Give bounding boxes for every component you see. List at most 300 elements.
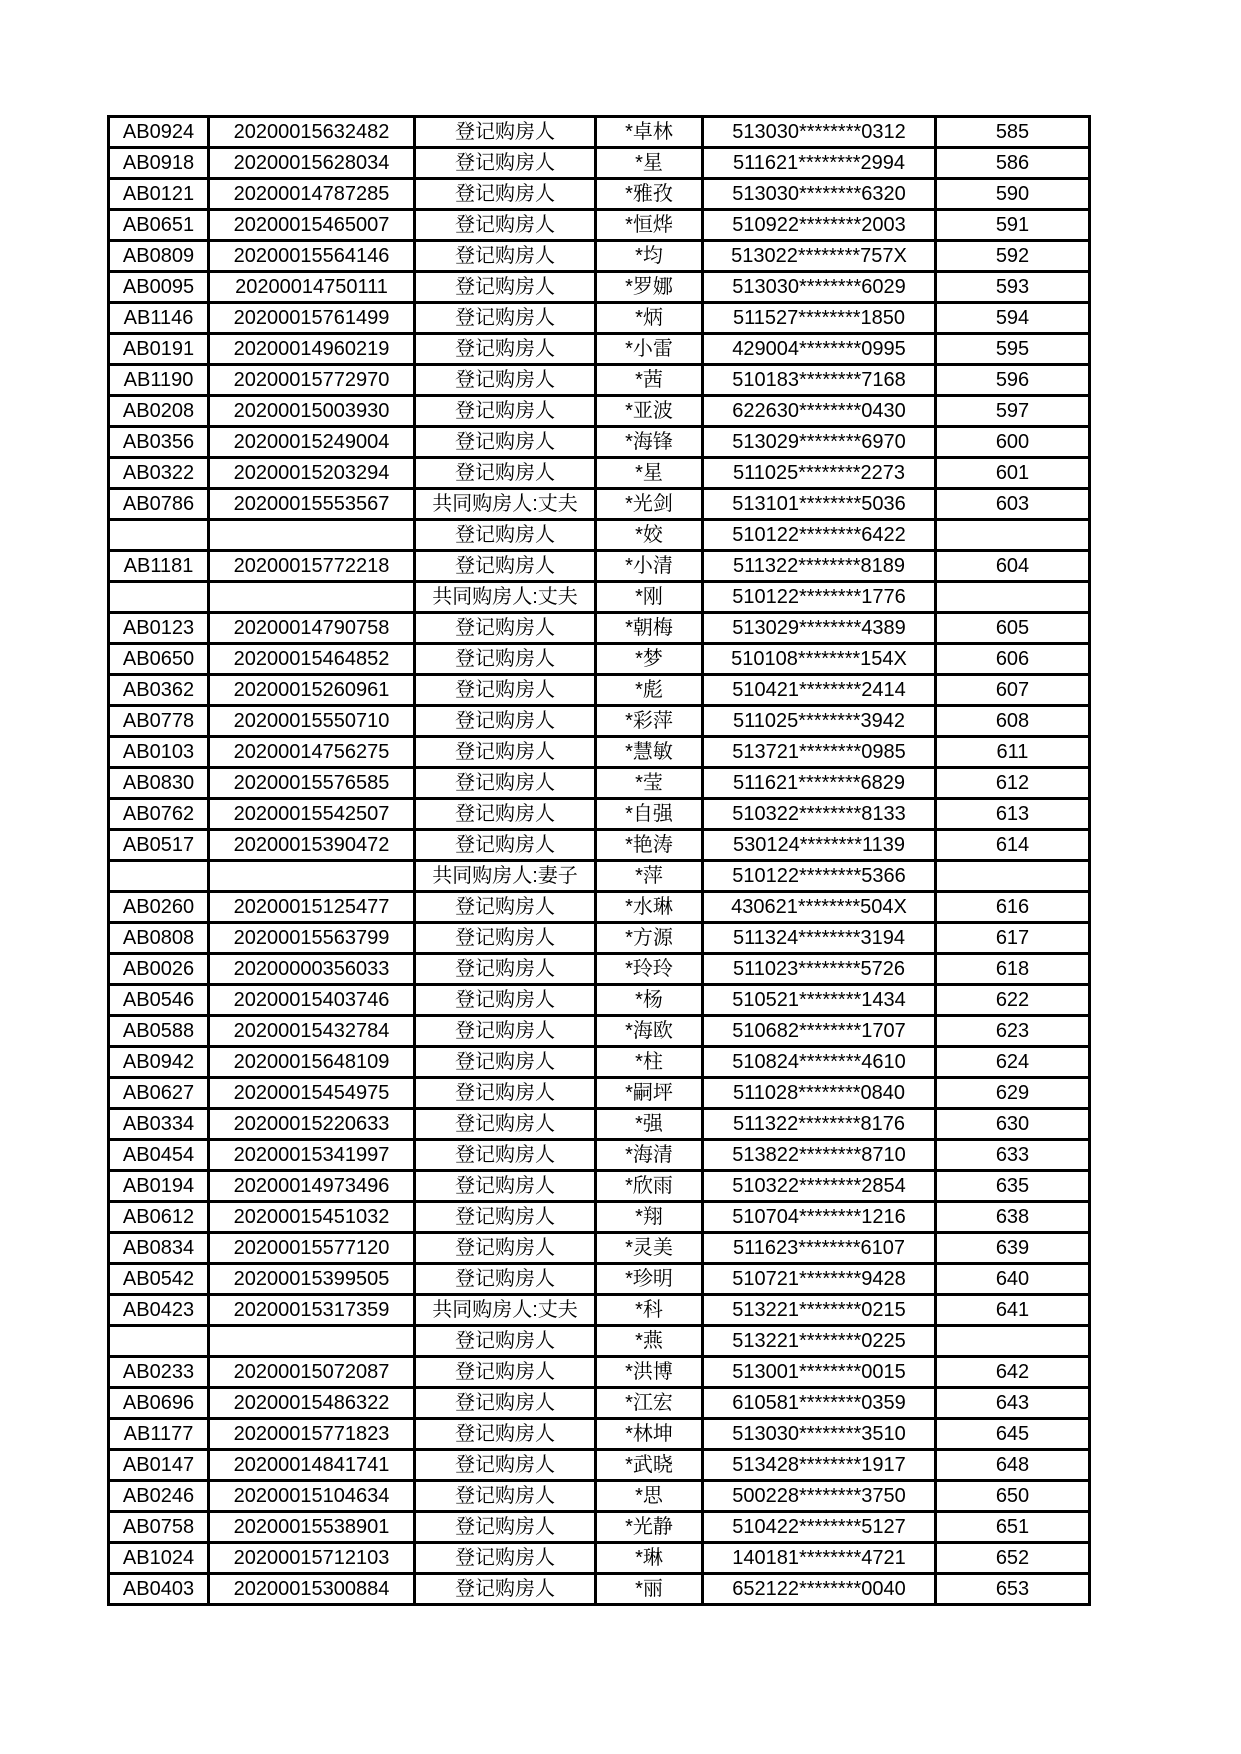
cell-buyer-role: 登记购房人: [415, 396, 596, 427]
cell-code: [109, 582, 209, 613]
table-row: [109, 1481, 1090, 1512]
cell-buyer-role: 共同购房人:妻子: [415, 861, 596, 892]
cell-masked-name: *海欧: [596, 1016, 703, 1047]
cell-code: AB0362: [109, 675, 209, 706]
cell-masked-name: *恒烨: [596, 210, 703, 241]
cell-masked-id-number: 430621********504X: [703, 892, 936, 923]
table-row: [109, 706, 1090, 737]
cell-buyer-role: 登记购房人: [415, 675, 596, 706]
cell-application-no: 20200015300884: [209, 1574, 415, 1605]
table-row: [109, 1047, 1090, 1078]
cell-masked-name: *梦: [596, 644, 703, 675]
cell-code: AB0650: [109, 644, 209, 675]
cell-seq-no: [936, 582, 1090, 613]
cell-code: AB1190: [109, 365, 209, 396]
cell-masked-name: *洪博: [596, 1357, 703, 1388]
cell-buyer-role: 登记购房人: [415, 1016, 596, 1047]
cell-application-no: 20200015542507: [209, 799, 415, 830]
cell-masked-id-number: 513221********0225: [703, 1326, 936, 1357]
buyers-table: [107, 115, 1091, 1606]
cell-code: AB0334: [109, 1109, 209, 1140]
cell-buyer-role: 登记购房人: [415, 1140, 596, 1171]
cell-seq-no: 653: [936, 1574, 1090, 1605]
cell-seq-no: 651: [936, 1512, 1090, 1543]
cell-masked-name: *嗣坪: [596, 1078, 703, 1109]
cell-masked-name: *彪: [596, 675, 703, 706]
table-row: [109, 737, 1090, 768]
cell-masked-name: *思: [596, 1481, 703, 1512]
cell-buyer-role: 登记购房人: [415, 954, 596, 985]
table-row: [109, 1388, 1090, 1419]
cell-application-no: 20200015648109: [209, 1047, 415, 1078]
cell-masked-name: *海锋: [596, 427, 703, 458]
cell-code: AB0260: [109, 892, 209, 923]
cell-seq-no: 652: [936, 1543, 1090, 1574]
cell-seq-no: 591: [936, 210, 1090, 241]
cell-masked-id-number: 429004********0995: [703, 334, 936, 365]
table-row: [109, 830, 1090, 861]
cell-seq-no: 638: [936, 1202, 1090, 1233]
cell-masked-name: *慧敏: [596, 737, 703, 768]
cell-application-no: 20200015249004: [209, 427, 415, 458]
cell-buyer-role: 登记购房人: [415, 1450, 596, 1481]
cell-code: AB0147: [109, 1450, 209, 1481]
cell-code: AB0322: [109, 458, 209, 489]
cell-masked-id-number: 513030********6320: [703, 179, 936, 210]
cell-application-no: 20200015220633: [209, 1109, 415, 1140]
cell-code: AB0191: [109, 334, 209, 365]
table-row: [109, 954, 1090, 985]
cell-seq-no: 586: [936, 148, 1090, 179]
table-row: [109, 1016, 1090, 1047]
table-row: [109, 861, 1090, 892]
cell-application-no: [209, 582, 415, 613]
cell-masked-name: *丽: [596, 1574, 703, 1605]
cell-seq-no: 617: [936, 923, 1090, 954]
table-row: [109, 1543, 1090, 1574]
cell-code: AB0830: [109, 768, 209, 799]
cell-seq-no: 595: [936, 334, 1090, 365]
cell-application-no: 20200014960219: [209, 334, 415, 365]
cell-buyer-role: 登记购房人: [415, 1264, 596, 1295]
cell-masked-id-number: 510421********2414: [703, 675, 936, 706]
cell-application-no: 20200015564146: [209, 241, 415, 272]
cell-seq-no: 601: [936, 458, 1090, 489]
cell-masked-id-number: 500228********3750: [703, 1481, 936, 1512]
cell-code: AB0542: [109, 1264, 209, 1295]
cell-seq-no: 604: [936, 551, 1090, 582]
cell-masked-id-number: 510922********2003: [703, 210, 936, 241]
cell-seq-no: 648: [936, 1450, 1090, 1481]
cell-code: AB0194: [109, 1171, 209, 1202]
cell-buyer-role: 登记购房人: [415, 1202, 596, 1233]
table-row: [109, 396, 1090, 427]
cell-code: AB0246: [109, 1481, 209, 1512]
cell-buyer-role: 登记购房人: [415, 365, 596, 396]
cell-masked-name: *杨: [596, 985, 703, 1016]
cell-buyer-role: 登记购房人: [415, 551, 596, 582]
cell-buyer-role: 登记购房人: [415, 613, 596, 644]
cell-application-no: 20200015772970: [209, 365, 415, 396]
cell-code: AB0809: [109, 241, 209, 272]
cell-masked-name: *彩萍: [596, 706, 703, 737]
cell-code: AB1181: [109, 551, 209, 582]
cell-seq-no: 640: [936, 1264, 1090, 1295]
cell-masked-name: *自强: [596, 799, 703, 830]
cell-masked-id-number: 510122********6422: [703, 520, 936, 551]
cell-application-no: 20200015260961: [209, 675, 415, 706]
cell-application-no: 20200015390472: [209, 830, 415, 861]
cell-seq-no: 624: [936, 1047, 1090, 1078]
cell-buyer-role: 登记购房人: [415, 923, 596, 954]
cell-seq-no: 633: [936, 1140, 1090, 1171]
cell-buyer-role: 登记购房人: [415, 1388, 596, 1419]
cell-masked-name: *灵美: [596, 1233, 703, 1264]
cell-seq-no: 593: [936, 272, 1090, 303]
cell-masked-id-number: 510322********2854: [703, 1171, 936, 1202]
cell-application-no: [209, 520, 415, 551]
cell-buyer-role: 登记购房人: [415, 1357, 596, 1388]
cell-code: AB0627: [109, 1078, 209, 1109]
cell-masked-id-number: 511028********0840: [703, 1078, 936, 1109]
cell-buyer-role: 登记购房人: [415, 985, 596, 1016]
cell-masked-name: *茜: [596, 365, 703, 396]
cell-application-no: 20200015465007: [209, 210, 415, 241]
cell-code: AB0808: [109, 923, 209, 954]
cell-code: AB1024: [109, 1543, 209, 1574]
table-row: [109, 675, 1090, 706]
cell-seq-no: 592: [936, 241, 1090, 272]
cell-buyer-role: 登记购房人: [415, 706, 596, 737]
table-row: [109, 1419, 1090, 1450]
cell-application-no: 20200015632482: [209, 117, 415, 148]
cell-application-no: 20200015403746: [209, 985, 415, 1016]
cell-application-no: 20200015550710: [209, 706, 415, 737]
cell-masked-name: *姣: [596, 520, 703, 551]
cell-code: AB0924: [109, 117, 209, 148]
cell-application-no: 20200014841741: [209, 1450, 415, 1481]
cell-application-no: 20200015486322: [209, 1388, 415, 1419]
cell-application-no: 20200015576585: [209, 768, 415, 799]
table-row: [109, 1202, 1090, 1233]
cell-masked-name: *炳: [596, 303, 703, 334]
cell-application-no: 20200015203294: [209, 458, 415, 489]
cell-seq-no: 612: [936, 768, 1090, 799]
cell-seq-no: 639: [936, 1233, 1090, 1264]
cell-masked-id-number: 622630********0430: [703, 396, 936, 427]
cell-application-no: 20200015317359: [209, 1295, 415, 1326]
cell-application-no: 20200015451032: [209, 1202, 415, 1233]
cell-seq-no: 629: [936, 1078, 1090, 1109]
cell-masked-name: *水琳: [596, 892, 703, 923]
cell-masked-name: *海清: [596, 1140, 703, 1171]
cell-code: AB0403: [109, 1574, 209, 1605]
cell-masked-name: *珍明: [596, 1264, 703, 1295]
cell-code: AB0123: [109, 613, 209, 644]
cell-masked-name: *燕: [596, 1326, 703, 1357]
table-row: [109, 768, 1090, 799]
cell-application-no: 20200015003930: [209, 396, 415, 427]
cell-seq-no: 645: [936, 1419, 1090, 1450]
cell-seq-no: 614: [936, 830, 1090, 861]
cell-masked-id-number: 513221********0215: [703, 1295, 936, 1326]
cell-application-no: 20200015454975: [209, 1078, 415, 1109]
cell-masked-name: *玲玲: [596, 954, 703, 985]
cell-masked-id-number: 513029********4389: [703, 613, 936, 644]
cell-masked-name: *艳涛: [596, 830, 703, 861]
cell-buyer-role: 登记购房人: [415, 1326, 596, 1357]
cell-application-no: 20200014973496: [209, 1171, 415, 1202]
cell-masked-id-number: 510521********1434: [703, 985, 936, 1016]
cell-code: AB0208: [109, 396, 209, 427]
cell-masked-id-number: 510721********9428: [703, 1264, 936, 1295]
cell-application-no: 20200000356033: [209, 954, 415, 985]
cell-buyer-role: 共同购房人:丈夫: [415, 1295, 596, 1326]
table-row: [109, 1512, 1090, 1543]
cell-application-no: 20200015341997: [209, 1140, 415, 1171]
cell-masked-name: *欣雨: [596, 1171, 703, 1202]
cell-seq-no: 616: [936, 892, 1090, 923]
cell-seq-no: 603: [936, 489, 1090, 520]
table-row: [109, 1326, 1090, 1357]
cell-code: AB0651: [109, 210, 209, 241]
cell-code: [109, 861, 209, 892]
cell-buyer-role: 登记购房人: [415, 1512, 596, 1543]
cell-code: AB0758: [109, 1512, 209, 1543]
cell-buyer-role: 登记购房人: [415, 303, 596, 334]
cell-seq-no: [936, 1326, 1090, 1357]
cell-buyer-role: 登记购房人: [415, 1574, 596, 1605]
cell-application-no: 20200015464852: [209, 644, 415, 675]
cell-application-no: 20200015538901: [209, 1512, 415, 1543]
cell-masked-name: *光静: [596, 1512, 703, 1543]
cell-buyer-role: 登记购房人: [415, 1419, 596, 1450]
cell-application-no: 20200014756275: [209, 737, 415, 768]
cell-masked-id-number: 513822********8710: [703, 1140, 936, 1171]
table-row: [109, 1295, 1090, 1326]
cell-buyer-role: 登记购房人: [415, 179, 596, 210]
cell-buyer-role: 登记购房人: [415, 1078, 596, 1109]
cell-seq-no: 606: [936, 644, 1090, 675]
cell-masked-name: *翔: [596, 1202, 703, 1233]
table-row: [109, 334, 1090, 365]
cell-seq-no: 613: [936, 799, 1090, 830]
cell-buyer-role: 登记购房人: [415, 427, 596, 458]
cell-masked-id-number: 513721********0985: [703, 737, 936, 768]
table-row: [109, 1264, 1090, 1295]
table-row: [109, 892, 1090, 923]
cell-application-no: 20200015553567: [209, 489, 415, 520]
cell-masked-id-number: 510704********1216: [703, 1202, 936, 1233]
cell-buyer-role: 登记购房人: [415, 148, 596, 179]
cell-application-no: [209, 861, 415, 892]
cell-buyer-role: 登记购房人: [415, 241, 596, 272]
table-row: [109, 148, 1090, 179]
cell-code: AB0778: [109, 706, 209, 737]
cell-seq-no: 597: [936, 396, 1090, 427]
cell-masked-name: *莹: [596, 768, 703, 799]
cell-masked-name: *朝梅: [596, 613, 703, 644]
table-row: [109, 1357, 1090, 1388]
cell-application-no: 20200015125477: [209, 892, 415, 923]
table-row: [109, 613, 1090, 644]
cell-buyer-role: 登记购房人: [415, 1109, 596, 1140]
cell-masked-name: *小清: [596, 551, 703, 582]
cell-masked-name: *亚波: [596, 396, 703, 427]
cell-masked-id-number: 510108********154X: [703, 644, 936, 675]
cell-buyer-role: 登记购房人: [415, 458, 596, 489]
cell-masked-id-number: 513029********6970: [703, 427, 936, 458]
cell-masked-id-number: 652122********0040: [703, 1574, 936, 1605]
table-row: [109, 1450, 1090, 1481]
table-row: [109, 489, 1090, 520]
table-row: [109, 985, 1090, 1016]
cell-masked-name: *强: [596, 1109, 703, 1140]
cell-buyer-role: 登记购房人: [415, 210, 596, 241]
cell-masked-name: *柱: [596, 1047, 703, 1078]
table-row: [109, 1171, 1090, 1202]
cell-masked-id-number: 511621********6829: [703, 768, 936, 799]
cell-masked-id-number: 511324********3194: [703, 923, 936, 954]
table-row: [109, 303, 1090, 334]
cell-masked-id-number: 610581********0359: [703, 1388, 936, 1419]
cell-application-no: 20200015432784: [209, 1016, 415, 1047]
cell-code: AB0696: [109, 1388, 209, 1419]
table-row: [109, 272, 1090, 303]
table-row: [109, 365, 1090, 396]
cell-masked-id-number: 511527********1850: [703, 303, 936, 334]
cell-buyer-role: 登记购房人: [415, 830, 596, 861]
cell-seq-no: 600: [936, 427, 1090, 458]
cell-application-no: 20200014787285: [209, 179, 415, 210]
cell-seq-no: 608: [936, 706, 1090, 737]
cell-masked-name: *琳: [596, 1543, 703, 1574]
cell-code: AB0121: [109, 179, 209, 210]
cell-masked-id-number: 510682********1707: [703, 1016, 936, 1047]
table-row: [109, 427, 1090, 458]
cell-application-no: 20200015072087: [209, 1357, 415, 1388]
cell-code: AB0546: [109, 985, 209, 1016]
cell-application-no: 20200014790758: [209, 613, 415, 644]
cell-masked-id-number: 511025********3942: [703, 706, 936, 737]
cell-masked-name: *星: [596, 458, 703, 489]
cell-seq-no: 605: [936, 613, 1090, 644]
table-row: [109, 1574, 1090, 1605]
table-row: [109, 1109, 1090, 1140]
cell-application-no: 20200015563799: [209, 923, 415, 954]
table-body: [109, 117, 1090, 1605]
cell-seq-no: 630: [936, 1109, 1090, 1140]
cell-masked-name: *江宏: [596, 1388, 703, 1419]
cell-application-no: 20200014750111: [209, 272, 415, 303]
cell-buyer-role: 登记购房人: [415, 799, 596, 830]
cell-seq-no: 622: [936, 985, 1090, 1016]
cell-masked-id-number: 140181********4721: [703, 1543, 936, 1574]
cell-code: AB1146: [109, 303, 209, 334]
table-row: [109, 1078, 1090, 1109]
cell-code: AB0423: [109, 1295, 209, 1326]
cell-masked-id-number: 511025********2273: [703, 458, 936, 489]
cell-seq-no: 607: [936, 675, 1090, 706]
table-row: [109, 117, 1090, 148]
cell-code: AB0612: [109, 1202, 209, 1233]
cell-masked-name: *星: [596, 148, 703, 179]
cell-buyer-role: 登记购房人: [415, 1543, 596, 1574]
cell-code: AB0095: [109, 272, 209, 303]
cell-masked-id-number: 511322********8189: [703, 551, 936, 582]
cell-masked-id-number: 513022********757X: [703, 241, 936, 272]
cell-masked-name: *科: [596, 1295, 703, 1326]
table-row: [109, 644, 1090, 675]
cell-code: AB0233: [109, 1357, 209, 1388]
cell-buyer-role: 登记购房人: [415, 117, 596, 148]
cell-application-no: 20200015399505: [209, 1264, 415, 1295]
cell-masked-name: *小雷: [596, 334, 703, 365]
cell-seq-no: 635: [936, 1171, 1090, 1202]
cell-masked-name: *雅孜: [596, 179, 703, 210]
cell-masked-id-number: 513428********1917: [703, 1450, 936, 1481]
cell-masked-id-number: 511621********2994: [703, 148, 936, 179]
cell-application-no: 20200015712103: [209, 1543, 415, 1574]
cell-masked-name: *罗娜: [596, 272, 703, 303]
cell-buyer-role: 登记购房人: [415, 334, 596, 365]
cell-buyer-role: 登记购房人: [415, 1047, 596, 1078]
table-row: [109, 799, 1090, 830]
cell-application-no: 20200015577120: [209, 1233, 415, 1264]
cell-masked-id-number: 513101********5036: [703, 489, 936, 520]
cell-masked-id-number: 510422********5127: [703, 1512, 936, 1543]
cell-code: AB0517: [109, 830, 209, 861]
cell-masked-name: *萍: [596, 861, 703, 892]
cell-buyer-role: 登记购房人: [415, 644, 596, 675]
cell-application-no: 20200015628034: [209, 148, 415, 179]
cell-masked-id-number: 510122********5366: [703, 861, 936, 892]
cell-code: AB0942: [109, 1047, 209, 1078]
cell-masked-id-number: 511023********5726: [703, 954, 936, 985]
cell-buyer-role: 登记购房人: [415, 272, 596, 303]
cell-seq-no: [936, 861, 1090, 892]
cell-buyer-role: 登记购房人: [415, 1171, 596, 1202]
cell-masked-id-number: 513030********3510: [703, 1419, 936, 1450]
table-row: [109, 210, 1090, 241]
cell-masked-id-number: 530124********1139: [703, 830, 936, 861]
cell-code: [109, 1326, 209, 1357]
cell-masked-name: *林坤: [596, 1419, 703, 1450]
cell-application-no: 20200015771823: [209, 1419, 415, 1450]
cell-application-no: 20200015761499: [209, 303, 415, 334]
table-row: [109, 551, 1090, 582]
table-row: [109, 179, 1090, 210]
cell-code: AB0103: [109, 737, 209, 768]
cell-masked-id-number: 511623********6107: [703, 1233, 936, 1264]
cell-seq-no: [936, 520, 1090, 551]
cell-seq-no: 650: [936, 1481, 1090, 1512]
cell-masked-id-number: 511322********8176: [703, 1109, 936, 1140]
table-row: [109, 458, 1090, 489]
cell-seq-no: 596: [936, 365, 1090, 396]
cell-masked-id-number: 513030********6029: [703, 272, 936, 303]
cell-seq-no: 618: [936, 954, 1090, 985]
table-row: [109, 923, 1090, 954]
cell-seq-no: 590: [936, 179, 1090, 210]
cell-code: [109, 520, 209, 551]
cell-buyer-role: 登记购房人: [415, 892, 596, 923]
cell-masked-name: *武晓: [596, 1450, 703, 1481]
cell-buyer-role: 登记购房人: [415, 737, 596, 768]
cell-code: AB0834: [109, 1233, 209, 1264]
cell-masked-id-number: 513001********0015: [703, 1357, 936, 1388]
cell-masked-id-number: 510122********1776: [703, 582, 936, 613]
